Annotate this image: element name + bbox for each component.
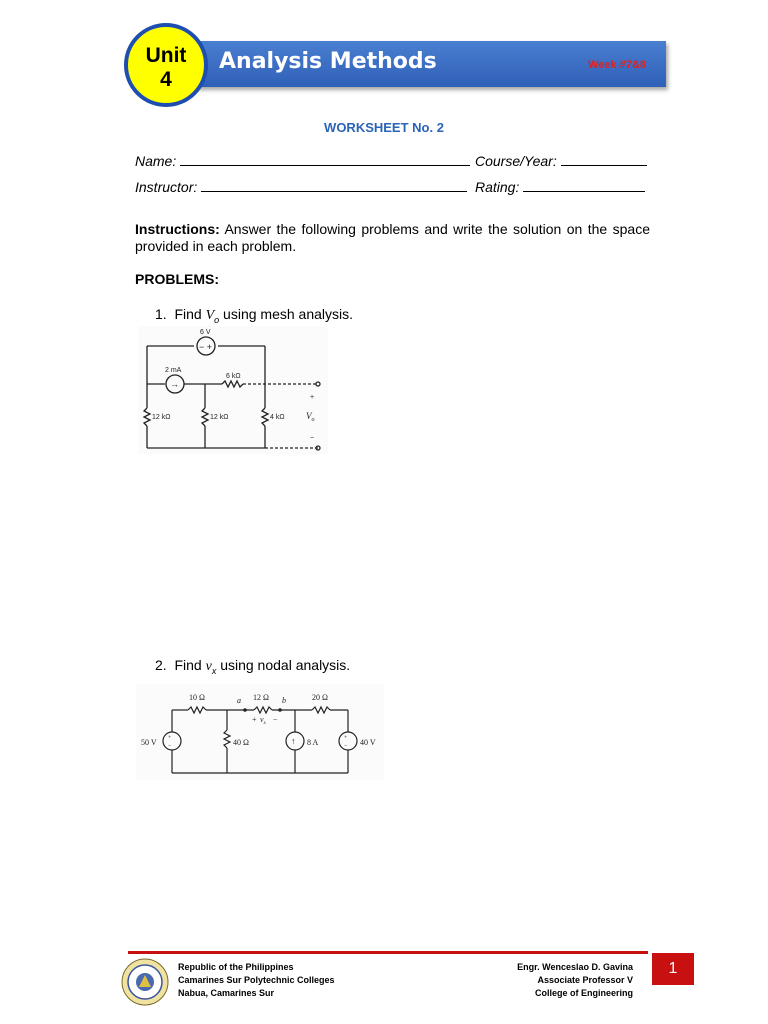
course-row xyxy=(475,153,647,169)
problem-text-suffix: using nodal analysis. xyxy=(216,657,351,673)
footer-line-3: Nabua, Camarines Sur xyxy=(178,988,275,998)
footer-line-1: Republic of the Philippines xyxy=(178,962,294,972)
instructions-label: Instructions: xyxy=(135,221,220,237)
label-vx: v xyxy=(260,715,264,724)
rating-row xyxy=(475,179,645,195)
label-50v: 50 V xyxy=(141,738,157,747)
problem-text-suffix: using mesh analysis. xyxy=(219,306,354,322)
problem-number: 1. xyxy=(155,306,167,322)
problem-variable: V xyxy=(205,308,215,323)
problem-text: Find xyxy=(174,657,206,673)
label-40ohm: 40 Ω xyxy=(233,738,249,747)
svg-text:↑: ↑ xyxy=(291,736,296,746)
footer-rule xyxy=(128,951,648,954)
college-seal-icon xyxy=(120,957,170,1007)
name-row xyxy=(135,153,470,169)
svg-text:−: − xyxy=(344,743,348,749)
svg-text:+: + xyxy=(344,735,348,741)
label-vx-plus: + xyxy=(252,715,257,724)
course-field[interactable] xyxy=(561,153,647,166)
label-vo-plus: + xyxy=(310,394,315,401)
problem-text: Find xyxy=(174,306,206,322)
unit-number: 4 xyxy=(160,68,172,91)
label-10ohm: 10 Ω xyxy=(189,693,205,702)
problem-number: 2. xyxy=(155,657,167,673)
svg-text:Vo xyxy=(306,411,315,423)
label-2ma: 2 mA xyxy=(165,367,182,374)
footer-author-college: College of Engineering xyxy=(534,988,633,998)
name-label: Name: xyxy=(135,153,177,169)
course-label: Course/Year: xyxy=(475,153,557,169)
label-8a: 8 A xyxy=(307,738,319,747)
label-vo-sub: o xyxy=(311,417,315,423)
label-vo: V xyxy=(306,411,312,421)
week-label: Week #7&8 xyxy=(588,59,646,71)
svg-text:vx xyxy=(260,715,267,726)
label-node-b: b xyxy=(282,696,286,705)
page-number: 1 xyxy=(652,953,694,985)
label-20ohm: 20 Ω xyxy=(312,693,328,702)
footer-author-title: Associate Professor V xyxy=(537,975,633,985)
label-12k-2: 12 kΩ xyxy=(210,414,229,421)
rating-label: Rating: xyxy=(475,179,520,195)
footer-institution xyxy=(178,961,335,1000)
svg-text:→: → xyxy=(170,379,179,389)
footer-author xyxy=(517,961,633,1000)
problems-heading: PROBLEMS: xyxy=(135,271,219,287)
problem-subscript: o xyxy=(214,314,220,325)
problem-2 xyxy=(155,657,350,676)
label-6v: 6 V xyxy=(200,329,211,336)
label-12k-1: 12 kΩ xyxy=(152,414,171,421)
label-12ohm: 12 Ω xyxy=(253,693,269,702)
instructor-row xyxy=(135,179,467,195)
label-vx-sub: x xyxy=(263,721,266,726)
label-node-a: a xyxy=(237,696,241,705)
unit-title: Analysis Methods xyxy=(219,49,437,74)
header-banner xyxy=(160,41,666,87)
svg-text:− +: − + xyxy=(199,342,213,352)
label-4k: 4 kΩ xyxy=(270,414,285,421)
problem-1 xyxy=(155,306,353,325)
label-vx-minus: − xyxy=(273,715,278,724)
svg-text:+: + xyxy=(168,735,172,741)
label-6k: 6 kΩ xyxy=(226,373,241,380)
worksheet-title: WORKSHEET No. 2 xyxy=(324,120,444,135)
instructions-text: Answer the following problems and write the solution on the space provided in each problem. xyxy=(135,221,650,254)
problem-subscript: x xyxy=(211,665,217,676)
circuit-diagram-1 xyxy=(138,326,328,454)
circuit-diagram-2 xyxy=(136,684,384,780)
label-40v: 40 V xyxy=(360,738,376,747)
unit-badge xyxy=(124,23,208,107)
svg-text:−: − xyxy=(168,743,172,749)
label-vo-minus: − xyxy=(310,435,315,442)
problem-variable: v xyxy=(205,659,212,674)
rating-field[interactable] xyxy=(523,179,645,192)
instructor-label: Instructor: xyxy=(135,179,198,195)
instructor-field[interactable] xyxy=(201,179,467,192)
footer-line-2: Camarines Sur Polytechnic Colleges xyxy=(178,975,335,985)
footer-author-name: Engr. Wenceslao D. Gavina xyxy=(517,962,633,972)
instructions xyxy=(135,221,650,255)
name-field[interactable] xyxy=(180,153,470,166)
unit-word: Unit xyxy=(145,44,187,67)
